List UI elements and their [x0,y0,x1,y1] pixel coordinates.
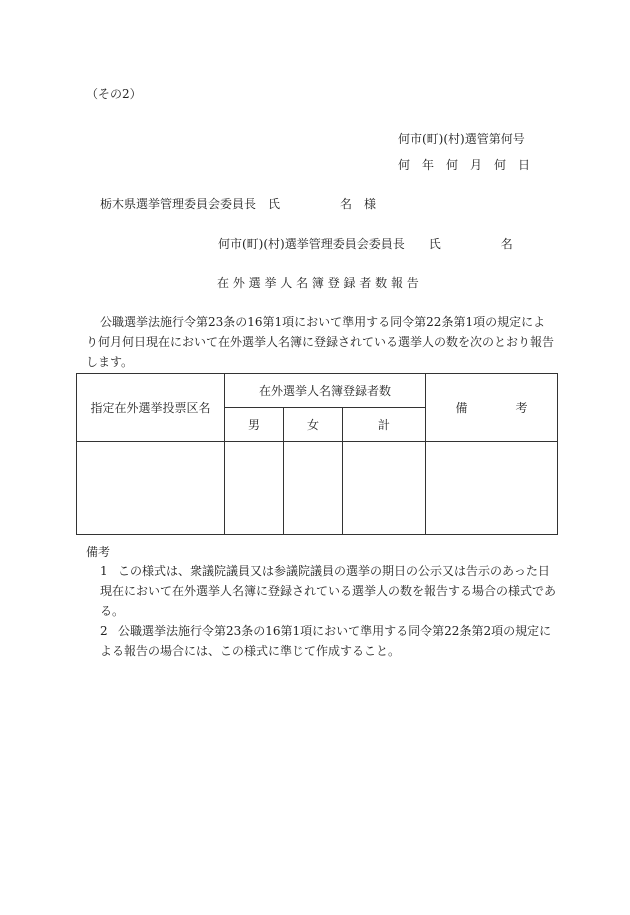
header-male: 男 [225,408,284,442]
cell-total [343,442,426,535]
body-text: 公職選挙法施行令第23条の16第1項において準用する同令第22条第1項の規定により何月何日現在において在外選挙人名簿に登録されている選挙人の数を次のとおり報告します。 [86,315,555,369]
header-remarks: 備 考 [426,374,558,442]
document-date: 何 年 何 月 何 日 [398,158,531,172]
cell-female [284,442,343,535]
addressee: 栃木県選挙管理委員会委員長 氏 名 様 [100,197,377,211]
document-title: 在 外 選 挙 人 名 簿 登 録 者 数 報 告 [217,276,419,290]
note-number: 1 [100,564,108,578]
notes-heading: 備考 [86,545,111,559]
cell-male [225,442,284,535]
cell-district [77,442,225,535]
report-table [76,373,558,535]
header-registered-count: 在外選挙人名簿登録者数 [225,374,426,408]
note-number: 2 [100,624,108,638]
header-total: 計 [343,408,426,442]
note-item-1 [100,561,556,621]
form-label: （その2） [86,87,142,101]
body-paragraph [86,312,556,372]
note-text: この様式は、衆議院議員又は参議院議員の選挙の期日の公示又は告示のあった日現在において在外選挙人名簿に登録されている選挙人の数を報告する場合の様式である。 [100,564,557,618]
sender: 何市(町)(村)選挙管理委員会委員長 氏 名 [218,237,513,251]
note-item-2 [100,621,556,661]
document-number: 何市(町)(村)選管第何号 [398,132,525,146]
cell-remarks [426,442,558,535]
note-text: 公職選挙法施行令第23条の16第1項において準用する同令第22条第2項の規定による報告の場合には、この様式に準じて作成すること。 [100,624,552,658]
header-district: 指定在外選挙投票区名 [77,374,225,442]
header-female: 女 [284,408,343,442]
